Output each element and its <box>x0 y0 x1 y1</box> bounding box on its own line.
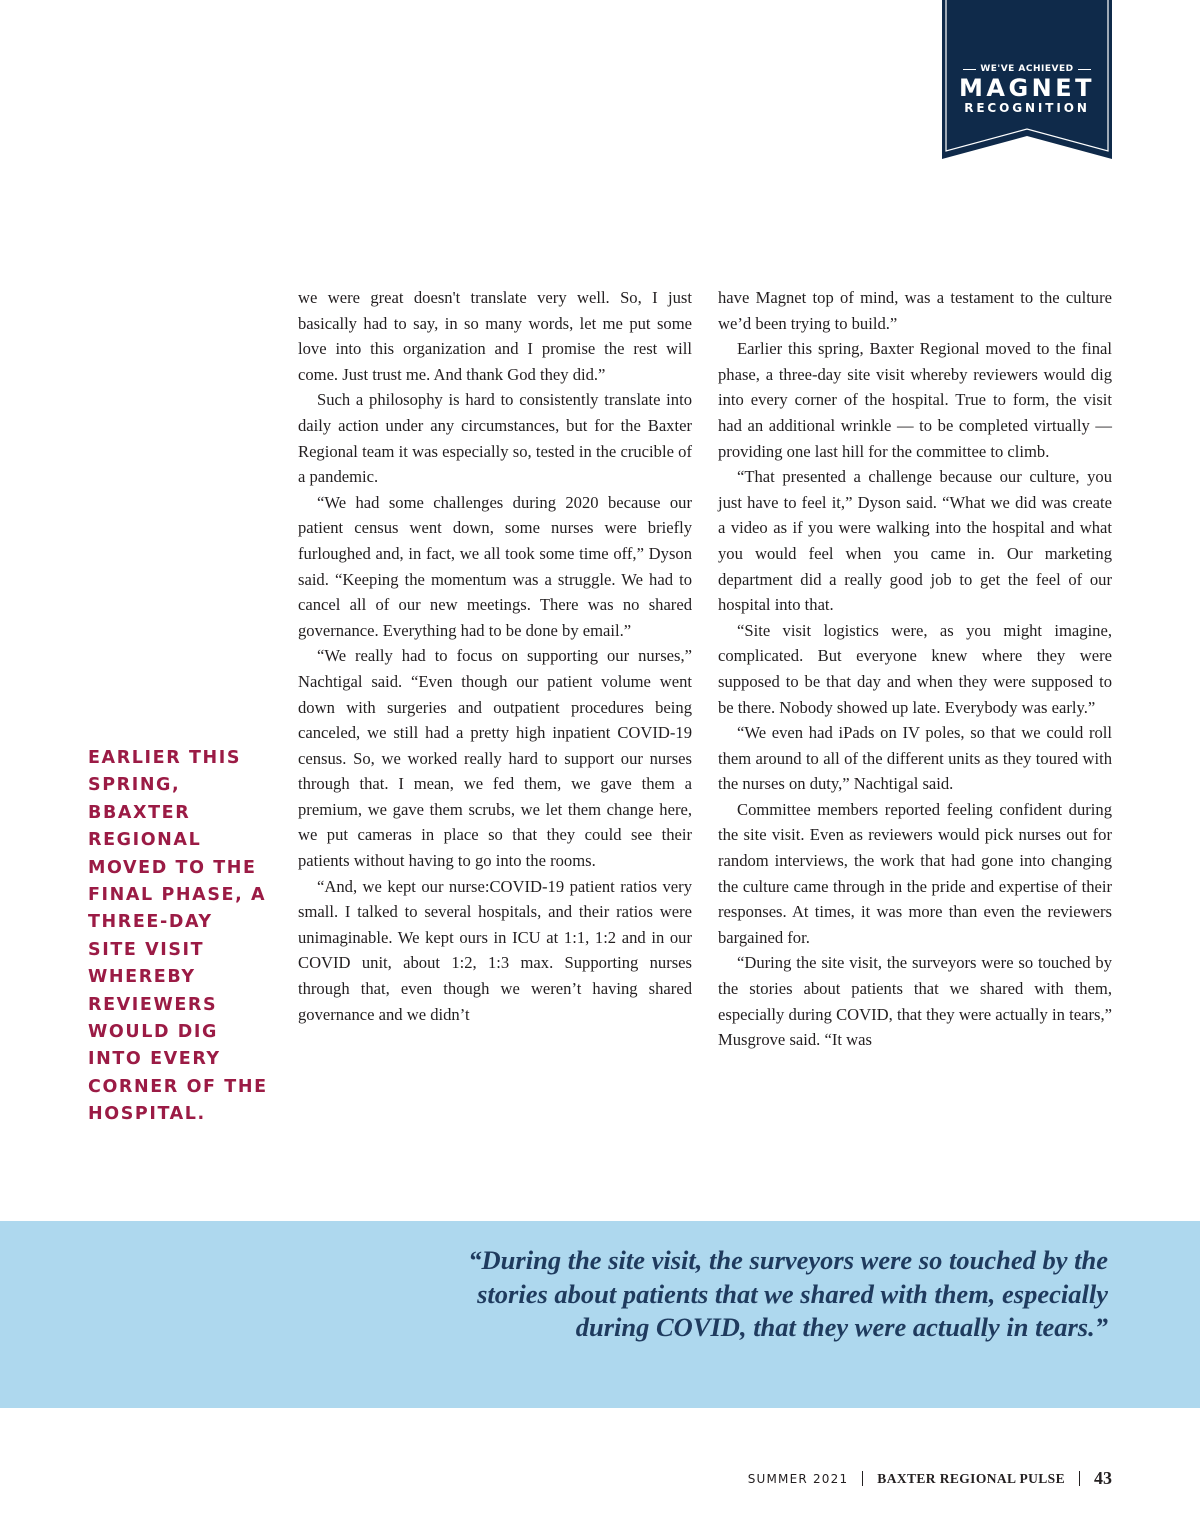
banner-subtitle: RECOGNITION <box>964 101 1090 115</box>
magnet-recognition-banner <box>942 0 1112 159</box>
paragraph: “That presented a challenge because our culture, you just have to feel it,” Dyson said. “What we did was create a video as if you were walking into the hospital and what you would feel when you came in. Our marketing department did a really good job to get the feel of our hospital into that. <box>718 467 1112 615</box>
banner-rule-left <box>963 69 976 70</box>
paragraph: Such a philosophy is hard to consistently translate into daily action under any circumstances, but for the Baxter Regional team it was especially so, tested in the crucible of a pandemic. <box>298 390 692 487</box>
paragraph: we were great doesn't translate very well. So, I just basically had to say, in so many words, let me put some love into this organization and I promise the rest will come. Just trust me. And thank God they did.” <box>298 288 692 384</box>
paragraph: have Magnet top of mind, was a testament to the culture we’d been trying to build.” <box>718 288 1112 333</box>
paragraph: “We had some challenges during 2020 because our patient census went down, some nurses were briefly furloughed and, in fact, we all took some time off,” Dyson said. “Keeping the momentum was a struggle. We had to cancel all of our new meetings. There was no shared governance. Everything had to be done by email.” <box>298 492 692 640</box>
banner-text <box>942 64 1112 115</box>
paragraph: Earlier this spring, Baxter Regional moved to the final phase, a three-day site visit whereby reviewers would dig into every corner of the hospital. True to form, the visit had an additional wrinkle — to be completed virtually — providing one last hill for the committee to climb. <box>718 339 1112 461</box>
paragraph: “During the site visit, the surveyors were so touched by the stories about patients that we shared with them, especially during COVID, that they were actually in tears,” Musgrove said. “It was <box>718 953 1112 1050</box>
article-column-2 <box>718 285 1112 1053</box>
paragraph: “And, we kept our nurse:COVID-19 patient ratios very small. I talked to several hospitals, and their ratios were unimaginable. We kept ours in ICU at 1:1, 1:2 and in our COVID unit, about 1:2, 1:3 max. Supporting nurses through that, even though we weren’t having shared governance and we didn’t <box>298 876 692 1024</box>
sidebar-pullquote: EARLIER THIS SPRING, BBAXTER REGIONAL MOVED TO THE FINAL PHASE, A THREE-DAY SITE VISIT WHEREBY REVIEWERS WOULD DIG INTO EVERY CORNER OF THE HOSPITAL. <box>88 748 268 1125</box>
paragraph: “Site visit logistics were, as you might imagine, complicated. But everyone knew where they were supposed to be that day and when they were supposed to be there. Nobody showed up late. Everybody was early.” <box>718 620 1112 717</box>
footer-divider <box>1079 1471 1080 1486</box>
page-footer <box>748 1468 1112 1489</box>
footer-publication-title: BAXTER REGIONAL PULSE <box>877 1470 1065 1486</box>
footer-divider <box>862 1471 863 1486</box>
page-number: 43 <box>1094 1468 1112 1488</box>
banner-rule-right <box>1078 69 1091 70</box>
featured-quote: “During the site visit, the surveyors were so touched by the stories about patients that we shared with them, especially during COVID, that they were actually in tears.” <box>468 1245 1108 1342</box>
paragraph: “We even had iPads on IV poles, so that we could roll them around to all of the different units as they toured with the nurses on duty,” Nachtigal said. <box>718 723 1112 794</box>
banner-title: MAGNET <box>958 74 1095 102</box>
paragraph: Committee members reported feeling confident during the site visit. Even as reviewers would pick nurses out for random interviews, the work that had gone into changing the culture came through in the pride and expertise of their responses. At times, it was more than even the reviewers bargained for. <box>718 799 1112 947</box>
banner-kicker-text: WE'VE ACHIEVED <box>980 64 1074 74</box>
article-column-1 <box>298 285 692 1027</box>
paragraph: “We really had to focus on supporting our nurses,” Nachtigal said. “Even though our patient volume went down with surgeries and outpatient procedures being canceled, we still had a pretty high inpatient COVID-19 census. So, we worked really hard to support our nurses through that. I mean, we fed them, we gave them a premium, we gave them scrubs, we let them change here, we put cameras in place so that they could see their patients without having to go into the rooms. <box>298 646 692 871</box>
footer-issue-date: SUMMER 2021 <box>747 1471 849 1486</box>
banner-kicker <box>942 64 1112 74</box>
